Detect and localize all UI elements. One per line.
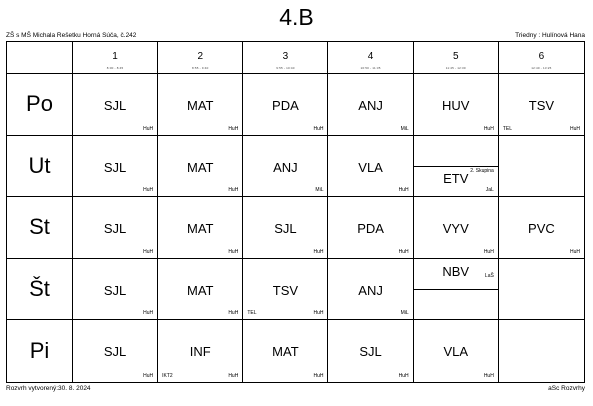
- period-header: [328, 42, 413, 74]
- subject-name: MAT: [187, 98, 214, 113]
- group-label: 2. Skupina: [470, 167, 494, 174]
- lesson-cell: [414, 320, 499, 382]
- subject-name: VLA: [358, 159, 383, 175]
- teacher-code: HuH: [143, 187, 154, 194]
- period-header: [414, 42, 499, 74]
- subject-name: VLA: [443, 344, 469, 360]
- day-label: Po: [7, 74, 73, 136]
- lesson-cell: [328, 320, 413, 382]
- period-number: 3: [282, 51, 289, 62]
- subject-name: ANJ: [358, 98, 383, 113]
- room-code: TEL: [502, 125, 512, 132]
- lesson-cell: [158, 259, 243, 321]
- period-time: 8:00 - 8:45: [106, 66, 124, 70]
- subject-name: SJL: [103, 221, 127, 237]
- subject-name: SJL: [103, 344, 127, 360]
- group-lesson: [414, 259, 498, 289]
- group-lesson: [414, 166, 498, 196]
- period-header: [499, 42, 584, 74]
- lesson-cell-split: [414, 259, 499, 321]
- subject-name: SJL: [103, 159, 127, 175]
- teacher-code: HuH: [398, 187, 409, 194]
- lesson-cell: [73, 136, 158, 198]
- subject-name: VYV: [442, 221, 469, 237]
- lesson-cell: [243, 320, 328, 382]
- subject-name: ANJ: [273, 159, 298, 175]
- period-number: 6: [538, 51, 545, 62]
- subject-name: ANJ: [358, 282, 383, 298]
- subject-name: ETV: [443, 170, 469, 186]
- period-time: 11:45 - 12:30: [445, 66, 466, 70]
- teacher-code: HuH: [143, 248, 154, 255]
- timetable-grid: [6, 41, 585, 383]
- lesson-cell: [414, 197, 499, 259]
- subject-name: PVC: [528, 221, 555, 237]
- lesson-cell-split: [414, 136, 499, 198]
- teacher-code: HuH: [143, 310, 154, 317]
- empty-half: [414, 289, 498, 319]
- teacher-code: HuH: [228, 187, 239, 194]
- day-label: St: [7, 197, 73, 259]
- teacher-code: HuH: [483, 125, 494, 132]
- subject-name: NBV: [442, 263, 470, 279]
- lesson-cell: [499, 197, 584, 259]
- empty-lesson-cell: [499, 136, 584, 198]
- subject-name: PDA: [357, 221, 384, 237]
- lesson-cell: [328, 136, 413, 198]
- teacher-code: HuH: [569, 248, 580, 255]
- empty-lesson-cell: [499, 320, 584, 382]
- corner-cell: [7, 42, 73, 74]
- teacher-code: HuH: [313, 372, 324, 379]
- period-header: [243, 42, 328, 74]
- period-time: 9:55 - 10:40: [276, 66, 295, 70]
- subject-name: MAT: [187, 282, 214, 298]
- timetable-title: 4.B: [279, 4, 314, 30]
- subject-name: INF: [189, 344, 211, 360]
- class-teacher: Triedny : Hulínová Hana: [515, 32, 585, 39]
- teacher-code: HuH: [483, 248, 494, 255]
- software-name: aSc Rozvrhy: [548, 385, 585, 392]
- lesson-cell: [499, 74, 584, 136]
- period-number: 1: [112, 51, 118, 62]
- period-number: 5: [452, 51, 459, 62]
- teacher-code: HuH: [398, 248, 409, 255]
- teacher-code: MiL: [400, 310, 409, 317]
- subject-name: TSV: [272, 282, 299, 298]
- lesson-cell: [328, 259, 413, 321]
- day-label: Ut: [7, 136, 73, 198]
- teacher-code: HuH: [143, 372, 154, 379]
- lesson-cell: [414, 74, 499, 136]
- lesson-cell: [328, 74, 413, 136]
- subject-name: MAT: [272, 344, 299, 360]
- lesson-cell: [73, 320, 158, 382]
- subject-name: SJL: [359, 344, 382, 360]
- period-time: 12:40 - 13:25: [531, 66, 552, 70]
- lesson-cell: [73, 197, 158, 259]
- teacher-code: HuH: [228, 125, 239, 132]
- lesson-cell: [328, 197, 413, 259]
- period-header: [73, 42, 158, 74]
- teacher-code: HuH: [228, 372, 239, 379]
- lesson-cell: [243, 197, 328, 259]
- room-code: TEL: [247, 310, 257, 317]
- teacher-code: HuH: [313, 125, 324, 132]
- day-label: Št: [7, 259, 73, 321]
- subject-name: MAT: [187, 159, 214, 175]
- period-header: [158, 42, 243, 74]
- lesson-cell: [243, 74, 328, 136]
- subject-name: MAT: [187, 221, 214, 237]
- school-name: ZŠ s MŠ Michala Rešetku Horná Súča, č.242: [6, 32, 137, 39]
- period-time: 10:50 - 11:35: [360, 66, 381, 70]
- period-time: 8:55 - 9:40: [191, 66, 209, 70]
- teacher-code: JaL: [485, 187, 494, 194]
- teacher-code: HuH: [569, 125, 580, 132]
- created-date: Rozvrh vytvorený:30. 8. 2024: [6, 385, 91, 392]
- teacher-code: HuH: [228, 310, 239, 317]
- empty-half: [414, 136, 498, 166]
- lesson-cell: [158, 320, 243, 382]
- subject-name: PDA: [272, 98, 299, 113]
- period-number: 4: [367, 51, 374, 62]
- empty-lesson-cell: [499, 259, 584, 321]
- teacher-code: HuH: [483, 372, 494, 379]
- teacher-code: HuH: [313, 248, 324, 255]
- subject-name: TSV: [528, 98, 555, 113]
- teacher-code: MiL: [400, 125, 409, 132]
- teacher-code: LaŠ: [484, 272, 494, 279]
- teacher-code: HuH: [313, 310, 324, 317]
- subject-name: SJL: [274, 221, 297, 237]
- subject-name: SJL: [103, 98, 127, 113]
- day-label: Pi: [7, 320, 73, 382]
- lesson-cell: [243, 136, 328, 198]
- lesson-cell: [73, 259, 158, 321]
- lesson-cell: [243, 259, 328, 321]
- period-number: 2: [197, 51, 204, 62]
- lesson-cell: [73, 74, 158, 136]
- teacher-code: HuH: [143, 125, 154, 132]
- subject-name: SJL: [103, 282, 127, 298]
- room-code: IKT2: [162, 372, 173, 379]
- lesson-cell: [158, 136, 243, 198]
- teacher-code: HuH: [228, 248, 239, 255]
- teacher-code: MiL: [315, 187, 324, 194]
- lesson-cell: [158, 197, 243, 259]
- teacher-code: HuH: [398, 372, 409, 379]
- lesson-cell: [158, 74, 243, 136]
- subject-name: HUV: [442, 98, 470, 113]
